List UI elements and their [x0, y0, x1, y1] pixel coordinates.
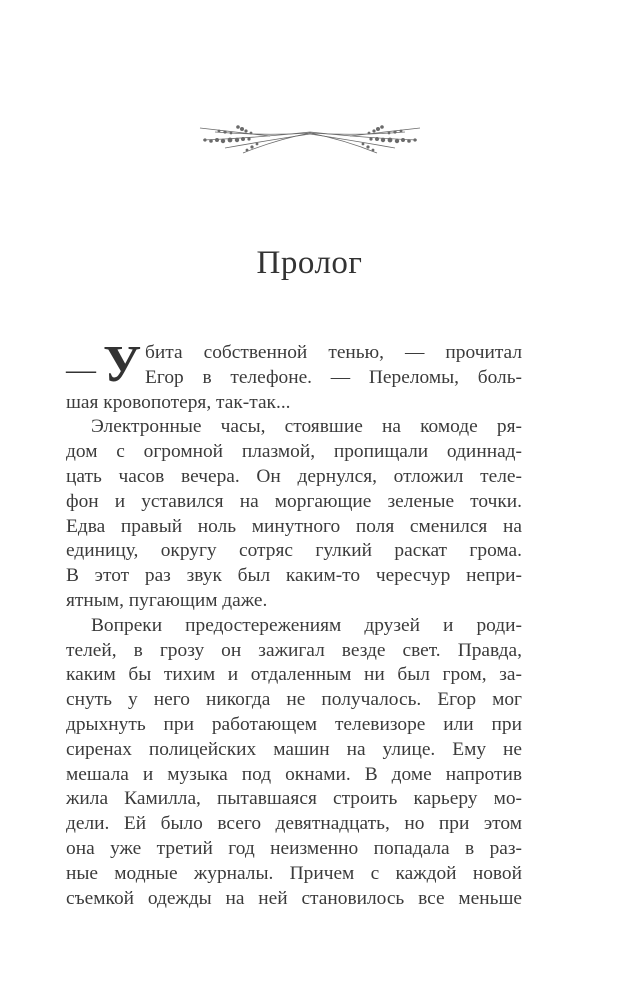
text-line: съемкой одежды на ней становилось все меньше — [66, 887, 522, 909]
lavender-ornament-icon — [195, 118, 425, 160]
text-line: ные модные журналы. Причем с каждой новой — [66, 862, 522, 884]
text-line: мешала и музыка под окнами. В доме напротив — [66, 763, 522, 785]
text-line: цать часов вечера. Он дернулся, отложил теле- — [66, 465, 522, 487]
text-line: дели. Ей было всего девятнадцать, но при этом — [66, 813, 522, 835]
text-line: В этот раз звук был каким-то чересчур непри- — [66, 565, 522, 587]
chapter-title: Пролог — [256, 245, 363, 281]
text-line: дом с огромной плазмой, пропищали одиннад- — [66, 441, 522, 463]
text-line: Вопреки предостережениям друзей и роди- — [91, 614, 522, 636]
dialogue-dash: — — [66, 353, 96, 386]
text-line: фон и уставился на моргающие зеленые точки. — [66, 490, 522, 512]
text-line: телей, в грозу он зажигал везде свет. Правда, — [66, 639, 522, 661]
text-line: жила Камилла, пытавшаяся строить карьеру мо- — [66, 788, 522, 810]
text-line: каким бы тихим и отдаленным ни был гром, за- — [66, 664, 522, 686]
text-line: Егор в телефоне. — Переломы, боль- — [145, 366, 522, 388]
drop-cap: У — [103, 336, 142, 393]
text-line: единицу, округу сотряс гулкий раскат грома. — [66, 540, 522, 562]
text-line: бита собственной тенью, — прочитал — [145, 342, 522, 363]
text-line: снуть у него никогда не получалось. Егор мог — [66, 689, 522, 711]
text-line: дрыхнуть при работающем телевизоре или при — [66, 713, 522, 735]
opening-paragraph — [66, 336, 522, 393]
text-line: ятным, пугающим даже. — [66, 589, 268, 611]
text-line: шая кровопотеря, так-так... — [66, 391, 291, 413]
text-line: сиренах полицейских машин на улице. Ему не — [66, 738, 522, 760]
text-line: Едва правый ноль минутного поля сменился на — [66, 515, 522, 537]
text-line: Электронные часы, стоявшие на комоде ря- — [91, 416, 522, 438]
text-line: она уже третий год неизменно попадала в раз- — [66, 837, 522, 859]
chapter-body — [66, 336, 522, 911]
text-lines — [66, 391, 522, 912]
